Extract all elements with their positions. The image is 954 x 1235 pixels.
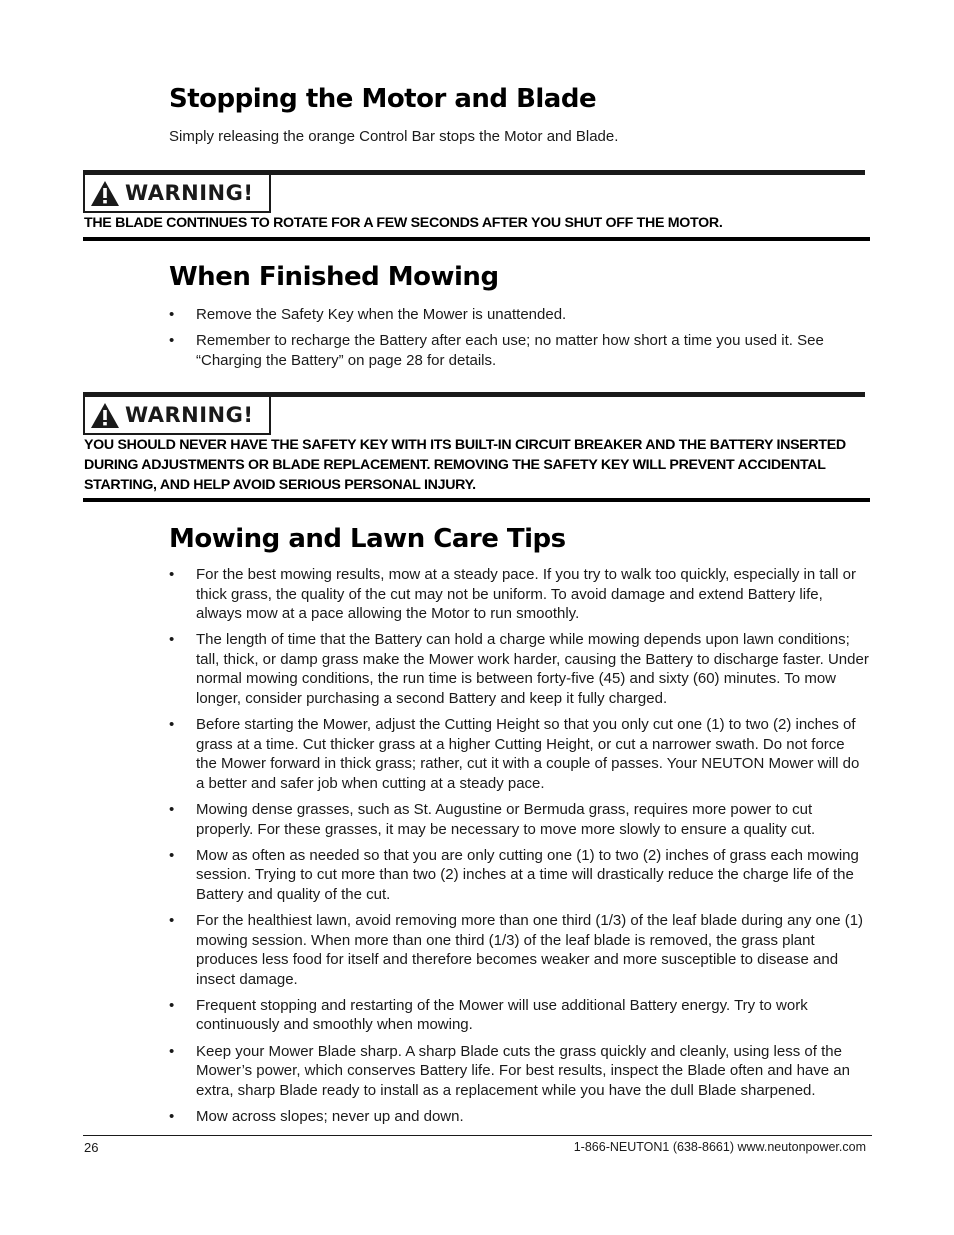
list-item bbox=[169, 996, 869, 1035]
bullet: • bbox=[169, 631, 175, 649]
warning-text: YOU SHOULD NEVER HAVE THE SAFETY KEY WITH ITS BUILT-IN CIRCUIT BREAKER AND THE BATTERY INSERTED DURING ADJUSTMENTS OR BLADE REPLACEMENT. REMOVING THE SAFETY KEY WILL PREVENT ACCIDENTAL STARTING, AND HELP AVOID SERIOUS PERSONAL INJURY. bbox=[84, 437, 846, 493]
bullet: • bbox=[169, 566, 175, 583]
warning-triangle-icon bbox=[85, 397, 125, 433]
list-item bbox=[169, 911, 869, 989]
page-number: 26 bbox=[84, 1140, 99, 1155]
list-item-text: Before starting the Mower, adjust the Cutting Height so that you only cut one (1) to two (2) inches of grass at a time. Cut thicker grass at a higher Cutting Height, or cut a narrower swath. Do not force the Mower forward in thick grass; rather, cut it with a couple of passes. Your NEUTON Mower will do a better and safer job when cutting at a steady pace. bbox=[196, 716, 860, 792]
warning-label: WARNING! bbox=[125, 403, 254, 427]
warning-bottom-rule bbox=[83, 498, 870, 502]
bullet: • bbox=[169, 846, 175, 864]
warning-badge bbox=[83, 173, 271, 213]
stopping-paragraph: Simply releasing the orange Control Bar stops the Motor and Blade. bbox=[169, 128, 619, 145]
warning-triangle-icon bbox=[85, 175, 125, 211]
list-item bbox=[169, 715, 869, 793]
list-item-text: The length of time that the Battery can hold a charge while mowing depends upon lawn conditions; tall, thick, or damp grass make the Mower work harder, causing the Battery to discharge faster. Under normal mowing conditions, the run time is between forty-five (45) and sixty (60) minutes. To mow longer, consider purchasing a second Battery and keep it fully charged. bbox=[196, 631, 869, 708]
bullet: • bbox=[169, 1107, 175, 1125]
list-item bbox=[169, 800, 869, 839]
footer-contact: 1-866-NEUTON1 (638-8661) www.neutonpower.com bbox=[573, 1140, 866, 1154]
list-item-text: Mow as often as needed so that you are only cutting one (1) to two (2) inches of grass each mowing session. Trying to cut more than two (2) inches at a time will drastically reduce the charge life of the Battery and quality of the cut. bbox=[196, 846, 859, 903]
bullet: • bbox=[169, 332, 175, 350]
list-item-text: Remove the Safety Key when the Mower is unattended. bbox=[196, 306, 567, 323]
bullet: • bbox=[169, 996, 175, 1014]
list-item bbox=[169, 630, 869, 708]
list-item bbox=[169, 1042, 869, 1101]
section-title-finished: When Finished Mowing bbox=[169, 262, 499, 292]
list-item bbox=[169, 846, 869, 905]
list-item bbox=[169, 565, 869, 624]
warning-text: THE BLADE CONTINUES TO ROTATE FOR A FEW SECONDS AFTER YOU SHUT OFF THE MOTOR. bbox=[84, 215, 723, 231]
warning-bottom-rule bbox=[83, 237, 870, 241]
list-item-text: Mowing dense grasses, such as St. Augustine or Bermuda grass, requires more power to cut properly. For these grasses, it may be necessary to move more slowly to ensure a quality cut. bbox=[196, 801, 816, 838]
section-title-stopping: Stopping the Motor and Blade bbox=[169, 84, 597, 114]
list-item bbox=[169, 331, 869, 370]
list-item-text: Keep your Mower Blade sharp. A sharp Blade cuts the grass quickly and cleanly, using less of the Mower’s power, which conserves Battery life. For best results, inspect the Blade often and have an extra, sharp Blade ready to install as a replacement while you have the dull Blade sharpened. bbox=[196, 1042, 850, 1099]
footer-rule bbox=[83, 1135, 872, 1136]
list-item-text: For the healthiest lawn, avoid removing more than one third (1/3) of the leaf blade during any one (1) mowing session. When more than one third (1/3) of the leaf blade is removed, the grass plant produces less food for itself and therefore becomes weaker and more susceptible to disease and insect damage. bbox=[196, 912, 864, 988]
tips-list bbox=[169, 565, 869, 1133]
bullet: • bbox=[169, 1042, 175, 1060]
list-item-text: Remember to recharge the Battery after each use; no matter how short a time you used it. See “Charging the Battery” on page 28 for details. bbox=[196, 332, 824, 369]
warning-label: WARNING! bbox=[125, 181, 254, 205]
list-item bbox=[169, 1107, 869, 1127]
bullet: • bbox=[169, 306, 175, 323]
list-item-text: Mow across slopes; never up and down. bbox=[196, 1107, 464, 1125]
list-item-text: For the best mowing results, mow at a steady pace. If you try to walk too quickly, especially in tall or thick grass, the quality of the cut may not be uniform. To avoid damage and extend Battery life, always mow at a pace allowing the Motor to run smoothly. bbox=[196, 566, 857, 623]
section-title-tips: Mowing and Lawn Care Tips bbox=[169, 524, 566, 554]
bullet: • bbox=[169, 912, 175, 929]
list-item-text: Frequent stopping and restarting of the Mower will use additional Battery energy. Try to work continuously and smoothly when mowing. bbox=[196, 996, 808, 1034]
warning-badge bbox=[83, 395, 271, 435]
bullet: • bbox=[169, 801, 175, 819]
finished-list bbox=[169, 305, 869, 377]
list-item bbox=[169, 305, 869, 325]
bullet: • bbox=[169, 716, 175, 734]
